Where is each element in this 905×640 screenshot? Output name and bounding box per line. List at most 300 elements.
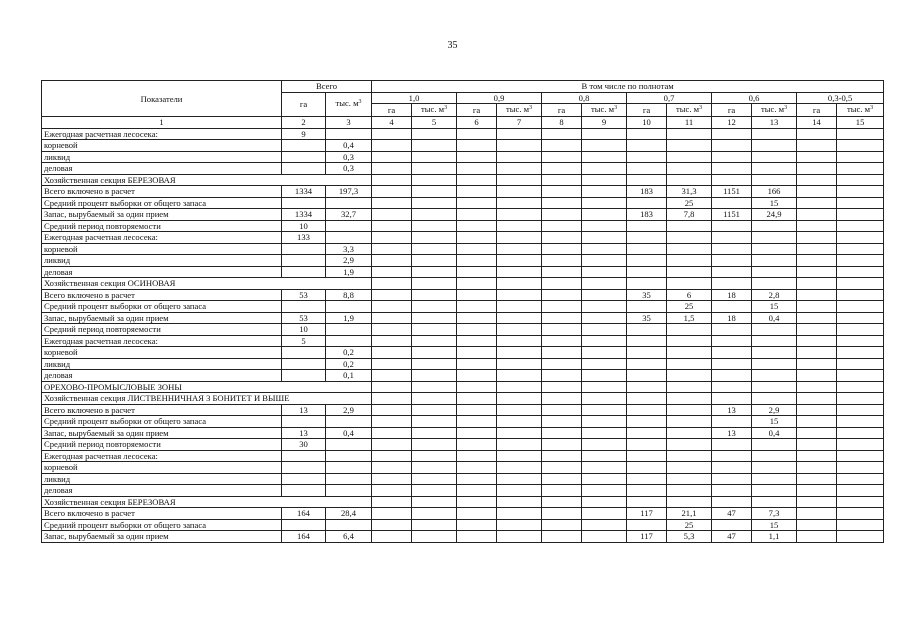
data-cell: 0,2 bbox=[326, 347, 372, 359]
data-cell bbox=[837, 347, 884, 359]
data-cell bbox=[282, 462, 326, 474]
data-cell bbox=[667, 427, 712, 439]
data-cell bbox=[372, 324, 412, 336]
data-cell bbox=[457, 335, 497, 347]
data-cell bbox=[752, 462, 797, 474]
data-cell bbox=[457, 220, 497, 232]
table-row bbox=[42, 404, 884, 416]
empty-cell bbox=[837, 174, 884, 186]
data-cell bbox=[797, 531, 837, 543]
data-cell bbox=[837, 255, 884, 267]
data-cell bbox=[797, 232, 837, 244]
data-cell bbox=[326, 439, 372, 451]
data-cell bbox=[837, 163, 884, 175]
data-cell bbox=[797, 404, 837, 416]
data-cell bbox=[837, 485, 884, 497]
data-cell bbox=[542, 266, 582, 278]
data-cell bbox=[797, 462, 837, 474]
data-cell: 2,8 bbox=[752, 289, 797, 301]
data-cell bbox=[627, 358, 667, 370]
data-cell bbox=[497, 427, 542, 439]
density-header: 0,8 bbox=[542, 92, 627, 104]
data-cell: 31,3 bbox=[667, 186, 712, 198]
data-cell bbox=[372, 462, 412, 474]
data-cell bbox=[797, 427, 837, 439]
data-cell bbox=[712, 439, 752, 451]
data-cell bbox=[412, 358, 457, 370]
unit-vol-sup: 3 bbox=[699, 105, 703, 111]
data-cell bbox=[752, 128, 797, 140]
data-cell: 10 bbox=[282, 220, 326, 232]
data-cell bbox=[372, 186, 412, 198]
data-cell bbox=[542, 335, 582, 347]
data-cell bbox=[542, 197, 582, 209]
empty-cell bbox=[797, 278, 837, 290]
data-cell bbox=[372, 232, 412, 244]
unit-vol-header bbox=[667, 104, 712, 117]
total-header: Всего bbox=[282, 81, 372, 93]
data-cell bbox=[497, 439, 542, 451]
data-cell bbox=[412, 404, 457, 416]
data-cell bbox=[372, 312, 412, 324]
data-cell bbox=[837, 220, 884, 232]
data-cell bbox=[837, 301, 884, 313]
unit-vol-sup: 3 bbox=[444, 105, 448, 111]
unit-vol-text: тыс. м bbox=[675, 104, 700, 114]
table-row bbox=[42, 450, 884, 462]
data-cell bbox=[542, 519, 582, 531]
data-cell: 13 bbox=[282, 427, 326, 439]
empty-cell bbox=[712, 278, 752, 290]
data-cell bbox=[667, 140, 712, 152]
data-cell bbox=[627, 255, 667, 267]
data-cell bbox=[497, 197, 542, 209]
data-cell bbox=[837, 462, 884, 474]
unit-vol-text: тыс. м bbox=[420, 104, 445, 114]
indicators-header: Показатели bbox=[42, 81, 282, 117]
data-cell bbox=[837, 128, 884, 140]
data-cell bbox=[542, 439, 582, 451]
data-cell bbox=[542, 301, 582, 313]
row-label: Ежегодная расчетная лесосека: bbox=[42, 335, 282, 347]
data-cell: 164 bbox=[282, 508, 326, 520]
data-cell bbox=[412, 439, 457, 451]
data-cell bbox=[412, 197, 457, 209]
row-label: Запас, вырубаемый за один прием bbox=[42, 209, 282, 221]
data-cell bbox=[326, 301, 372, 313]
data-cell bbox=[542, 163, 582, 175]
data-cell bbox=[712, 266, 752, 278]
unit-ha-header: га bbox=[457, 104, 497, 117]
row-label: ликвид bbox=[42, 473, 282, 485]
row-label: Ежегодная расчетная лесосека: bbox=[42, 128, 282, 140]
data-cell bbox=[457, 450, 497, 462]
data-cell bbox=[712, 416, 752, 428]
data-cell: 15 bbox=[752, 197, 797, 209]
data-cell bbox=[457, 531, 497, 543]
data-cell bbox=[326, 519, 372, 531]
data-cell bbox=[372, 416, 412, 428]
data-cell bbox=[797, 324, 837, 336]
empty-cell bbox=[837, 393, 884, 405]
empty-cell bbox=[457, 174, 497, 186]
data-cell bbox=[582, 519, 627, 531]
data-cell bbox=[582, 416, 627, 428]
data-cell: 10 bbox=[282, 324, 326, 336]
data-cell bbox=[497, 128, 542, 140]
data-cell bbox=[372, 255, 412, 267]
data-cell: 13 bbox=[712, 427, 752, 439]
empty-cell bbox=[667, 496, 712, 508]
data-cell: 197,3 bbox=[326, 186, 372, 198]
data-cell bbox=[457, 324, 497, 336]
data-cell bbox=[412, 473, 457, 485]
data-cell bbox=[497, 243, 542, 255]
data-cell bbox=[712, 151, 752, 163]
section-row bbox=[42, 381, 884, 393]
data-cell bbox=[752, 473, 797, 485]
data-cell bbox=[372, 301, 412, 313]
data-cell bbox=[372, 473, 412, 485]
data-cell bbox=[582, 266, 627, 278]
data-cell bbox=[372, 485, 412, 497]
density-header: 0,6 bbox=[712, 92, 797, 104]
data-cell bbox=[412, 485, 457, 497]
data-cell bbox=[497, 151, 542, 163]
unit-vol-header bbox=[837, 104, 884, 117]
row-label: Всего включено в расчет bbox=[42, 186, 282, 198]
column-number: 5 bbox=[412, 117, 457, 129]
data-cell: 35 bbox=[627, 289, 667, 301]
data-cell bbox=[797, 255, 837, 267]
empty-cell bbox=[627, 278, 667, 290]
data-cell bbox=[582, 312, 627, 324]
data-cell: 13 bbox=[282, 404, 326, 416]
data-cell bbox=[582, 358, 627, 370]
data-cell bbox=[542, 508, 582, 520]
data-cell bbox=[837, 186, 884, 198]
empty-cell bbox=[837, 278, 884, 290]
data-cell bbox=[712, 255, 752, 267]
data-cell bbox=[837, 358, 884, 370]
column-number: 12 bbox=[712, 117, 752, 129]
data-cell bbox=[372, 450, 412, 462]
data-cell bbox=[412, 209, 457, 221]
data-cell bbox=[627, 232, 667, 244]
data-cell bbox=[837, 473, 884, 485]
data-cell bbox=[372, 163, 412, 175]
data-cell bbox=[752, 163, 797, 175]
data-cell bbox=[797, 358, 837, 370]
data-cell bbox=[627, 140, 667, 152]
data-cell: 5,3 bbox=[667, 531, 712, 543]
data-cell bbox=[457, 427, 497, 439]
data-cell bbox=[837, 531, 884, 543]
data-cell bbox=[797, 508, 837, 520]
table-row bbox=[42, 335, 884, 347]
table-row bbox=[42, 358, 884, 370]
data-cell bbox=[667, 266, 712, 278]
data-cell bbox=[542, 186, 582, 198]
data-cell bbox=[412, 324, 457, 336]
data-cell bbox=[627, 370, 667, 382]
column-number: 4 bbox=[372, 117, 412, 129]
row-label: Средний период повторяемости bbox=[42, 439, 282, 451]
empty-cell bbox=[542, 393, 582, 405]
data-cell bbox=[837, 370, 884, 382]
data-cell bbox=[497, 404, 542, 416]
data-cell bbox=[412, 347, 457, 359]
empty-cell bbox=[412, 496, 457, 508]
forestry-table bbox=[41, 80, 884, 543]
total-vol-sup: 3 bbox=[358, 99, 362, 106]
data-cell bbox=[667, 450, 712, 462]
data-cell bbox=[837, 140, 884, 152]
empty-cell bbox=[457, 496, 497, 508]
unit-vol-text: тыс. м bbox=[590, 104, 615, 114]
data-cell bbox=[412, 301, 457, 313]
empty-cell bbox=[667, 393, 712, 405]
data-cell bbox=[667, 243, 712, 255]
data-cell bbox=[457, 485, 497, 497]
data-cell bbox=[497, 485, 542, 497]
data-cell bbox=[542, 404, 582, 416]
data-cell bbox=[712, 140, 752, 152]
empty-cell bbox=[412, 278, 457, 290]
data-cell bbox=[712, 335, 752, 347]
data-cell bbox=[627, 128, 667, 140]
data-cell bbox=[542, 473, 582, 485]
data-cell bbox=[372, 519, 412, 531]
data-cell: 1334 bbox=[282, 186, 326, 198]
section-row bbox=[42, 496, 884, 508]
data-cell bbox=[372, 209, 412, 221]
data-cell bbox=[542, 220, 582, 232]
data-cell bbox=[627, 151, 667, 163]
data-cell bbox=[542, 128, 582, 140]
data-cell bbox=[372, 151, 412, 163]
row-label: Ежегодная расчетная лесосека: bbox=[42, 232, 282, 244]
data-cell bbox=[497, 370, 542, 382]
data-cell bbox=[326, 128, 372, 140]
column-number: 11 bbox=[667, 117, 712, 129]
data-cell: 28,4 bbox=[326, 508, 372, 520]
data-cell bbox=[797, 485, 837, 497]
data-cell bbox=[797, 289, 837, 301]
data-cell bbox=[712, 220, 752, 232]
data-cell bbox=[667, 416, 712, 428]
empty-cell bbox=[712, 381, 752, 393]
data-cell bbox=[667, 347, 712, 359]
data-cell: 117 bbox=[627, 531, 667, 543]
data-cell bbox=[412, 140, 457, 152]
table-row bbox=[42, 473, 884, 485]
empty-cell bbox=[712, 174, 752, 186]
data-cell bbox=[497, 347, 542, 359]
data-cell: 53 bbox=[282, 289, 326, 301]
table-row bbox=[42, 427, 884, 439]
data-cell bbox=[412, 450, 457, 462]
empty-cell bbox=[667, 174, 712, 186]
data-cell: 183 bbox=[627, 209, 667, 221]
data-cell bbox=[282, 163, 326, 175]
data-cell bbox=[542, 324, 582, 336]
data-cell: 6 bbox=[667, 289, 712, 301]
table-row bbox=[42, 439, 884, 451]
row-label: ликвид bbox=[42, 255, 282, 267]
data-cell bbox=[542, 312, 582, 324]
table-row bbox=[42, 243, 884, 255]
data-cell bbox=[282, 416, 326, 428]
data-cell bbox=[797, 186, 837, 198]
data-cell: 2,9 bbox=[326, 255, 372, 267]
data-cell bbox=[412, 128, 457, 140]
data-cell bbox=[497, 312, 542, 324]
unit-vol-header bbox=[582, 104, 627, 117]
data-cell: 21,1 bbox=[667, 508, 712, 520]
table-row bbox=[42, 301, 884, 313]
data-cell: 1,1 bbox=[752, 531, 797, 543]
data-cell: 0,3 bbox=[326, 151, 372, 163]
table-row bbox=[42, 462, 884, 474]
data-cell bbox=[412, 416, 457, 428]
data-cell bbox=[627, 404, 667, 416]
data-cell: 53 bbox=[282, 312, 326, 324]
data-cell bbox=[372, 404, 412, 416]
empty-cell bbox=[542, 381, 582, 393]
data-cell bbox=[412, 370, 457, 382]
row-label: корневой bbox=[42, 462, 282, 474]
data-cell bbox=[797, 450, 837, 462]
data-cell bbox=[457, 404, 497, 416]
unit-vol-sup: 3 bbox=[614, 105, 618, 111]
table-row bbox=[42, 163, 884, 175]
data-cell bbox=[712, 462, 752, 474]
empty-cell bbox=[457, 381, 497, 393]
data-cell bbox=[712, 243, 752, 255]
data-cell bbox=[797, 301, 837, 313]
data-cell bbox=[372, 220, 412, 232]
data-cell bbox=[542, 255, 582, 267]
data-cell bbox=[627, 266, 667, 278]
data-cell bbox=[372, 266, 412, 278]
data-cell bbox=[457, 439, 497, 451]
data-cell bbox=[497, 519, 542, 531]
data-cell bbox=[667, 232, 712, 244]
data-cell bbox=[497, 473, 542, 485]
data-cell bbox=[542, 370, 582, 382]
data-cell bbox=[497, 416, 542, 428]
unit-ha-header: га bbox=[542, 104, 582, 117]
data-cell bbox=[326, 220, 372, 232]
data-cell bbox=[542, 289, 582, 301]
column-number: 15 bbox=[837, 117, 884, 129]
data-cell bbox=[797, 243, 837, 255]
data-cell bbox=[582, 485, 627, 497]
row-label: деловая bbox=[42, 485, 282, 497]
table-row bbox=[42, 416, 884, 428]
data-cell bbox=[282, 197, 326, 209]
data-cell bbox=[457, 508, 497, 520]
data-cell bbox=[667, 462, 712, 474]
empty-cell bbox=[412, 174, 457, 186]
data-cell bbox=[667, 370, 712, 382]
data-cell bbox=[497, 289, 542, 301]
data-cell bbox=[667, 485, 712, 497]
data-cell: 25 bbox=[667, 197, 712, 209]
data-cell bbox=[837, 209, 884, 221]
data-cell bbox=[837, 232, 884, 244]
table-row bbox=[42, 370, 884, 382]
row-label: Ежегодная расчетная лесосека: bbox=[42, 450, 282, 462]
data-cell bbox=[837, 324, 884, 336]
unit-vol-sup: 3 bbox=[784, 105, 788, 111]
data-cell: 30 bbox=[282, 439, 326, 451]
data-cell bbox=[326, 473, 372, 485]
data-cell bbox=[627, 439, 667, 451]
data-cell bbox=[372, 531, 412, 543]
data-cell bbox=[837, 312, 884, 324]
data-cell bbox=[582, 531, 627, 543]
data-cell bbox=[712, 485, 752, 497]
data-cell bbox=[667, 473, 712, 485]
data-cell bbox=[457, 358, 497, 370]
row-label: деловая bbox=[42, 163, 282, 175]
data-cell bbox=[667, 335, 712, 347]
data-cell bbox=[412, 312, 457, 324]
data-cell bbox=[497, 209, 542, 221]
data-cell bbox=[457, 209, 497, 221]
data-cell bbox=[667, 358, 712, 370]
data-cell bbox=[457, 243, 497, 255]
data-cell bbox=[457, 255, 497, 267]
data-cell bbox=[627, 427, 667, 439]
unit-vol-text: тыс. м bbox=[505, 104, 530, 114]
empty-cell bbox=[582, 174, 627, 186]
data-cell bbox=[837, 266, 884, 278]
data-cell bbox=[582, 462, 627, 474]
data-cell: 0,4 bbox=[326, 140, 372, 152]
data-cell bbox=[582, 209, 627, 221]
data-cell bbox=[457, 473, 497, 485]
data-cell: 24,9 bbox=[752, 209, 797, 221]
data-cell bbox=[627, 462, 667, 474]
section-title: Хозяйственная секция БЕРЕЗОВАЯ bbox=[42, 174, 372, 186]
table-body bbox=[42, 128, 884, 542]
data-cell bbox=[667, 163, 712, 175]
data-cell bbox=[326, 485, 372, 497]
column-number: 3 bbox=[326, 117, 372, 129]
data-cell bbox=[497, 358, 542, 370]
data-cell bbox=[797, 220, 837, 232]
unit-vol-sup: 3 bbox=[870, 105, 874, 111]
data-cell bbox=[797, 416, 837, 428]
table-row bbox=[42, 485, 884, 497]
data-cell: 1334 bbox=[282, 209, 326, 221]
data-cell bbox=[582, 324, 627, 336]
row-label: Средний период повторяемости bbox=[42, 324, 282, 336]
table-row bbox=[42, 289, 884, 301]
data-cell bbox=[282, 485, 326, 497]
data-cell bbox=[797, 335, 837, 347]
empty-cell bbox=[667, 381, 712, 393]
data-cell: 0,1 bbox=[326, 370, 372, 382]
data-cell: 15 bbox=[752, 416, 797, 428]
section-row bbox=[42, 174, 884, 186]
data-cell bbox=[752, 358, 797, 370]
data-cell bbox=[712, 232, 752, 244]
empty-cell bbox=[582, 278, 627, 290]
